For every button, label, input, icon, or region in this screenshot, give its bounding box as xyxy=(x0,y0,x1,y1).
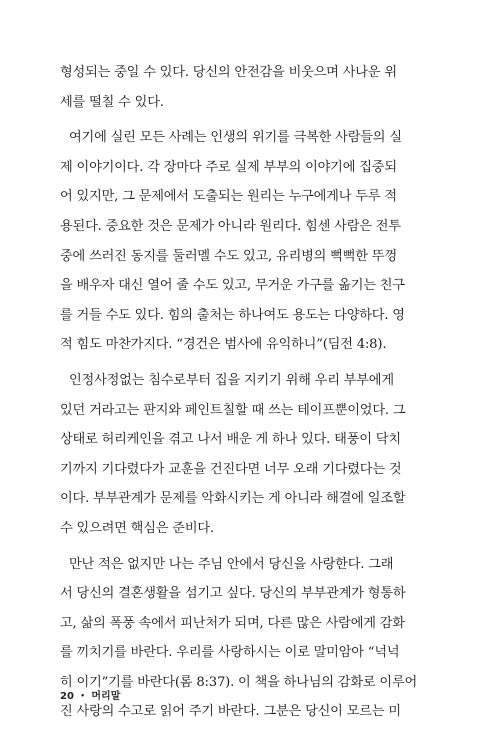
text-line: 세를 떨칠 수 있다. xyxy=(60,94,164,110)
text-line: 여기에 실린 모든 사례는 인생의 위기를 극복한 사람들의 실 xyxy=(69,130,402,146)
text-line: 있던 거라고는 판지와 페인트칠할 때 쓰는 테이프뿐이었다. 그 xyxy=(60,402,406,418)
text-line: 진 사랑의 수고로 읽어 주기 바란다. 그분은 당신이 모르는 미 xyxy=(60,704,401,720)
text-line: 서 당신의 결혼생활을 섬기고 싶다. 당신의 부부관계가 형통하 xyxy=(60,586,406,602)
body-text xyxy=(60,58,442,727)
text-line: 히 이기”기를 바란다(롬 8:37). 이 책을 하나님의 감화로 이루어 xyxy=(60,674,418,690)
text-line: 를 끼치기를 바란다. 우리를 사랑하시는 이로 말미암아 “넉넉 xyxy=(60,645,400,661)
paragraph xyxy=(60,58,442,117)
page-number: 20 xyxy=(60,691,74,702)
text-line: 어 있지만, 그 문제에서 도출되는 원리는 누구에게나 두루 적 xyxy=(60,189,397,205)
text-line: 를 거들 수도 있다. 힘의 출처는 하나여도 용도는 다양하다. 영 xyxy=(60,307,405,323)
text-line: 이다. 부부관계가 문제를 악화시키는 게 아니라 해결에 일조할 xyxy=(60,491,406,507)
text-line: 고, 삶의 폭풍 속에서 피난처가 되며, 다른 많은 사람에게 감화 xyxy=(60,615,405,631)
separator-bullet: • xyxy=(80,692,85,700)
text-line: 중에 쓰러진 동지를 둘러멜 수도 있고, 유리병의 뻑뻑한 뚜껑 xyxy=(60,248,397,264)
text-line: 상태로 허리케인을 겪고 나서 배운 게 하나 있다. 태풍이 닥치 xyxy=(60,432,401,448)
text-line: 형성되는 중일 수 있다. 당신의 안전감을 비웃으며 사나운 위 xyxy=(60,65,397,80)
paragraph xyxy=(60,123,442,360)
text-line: 적 힘도 마찬가지다. “경건은 범사에 유익하니”(딤전 4:8). xyxy=(60,337,387,353)
paragraph xyxy=(60,366,442,544)
text-line: 기까지 기다렸다가 교훈을 건진다면 너무 오래 기다렸다는 것 xyxy=(60,461,402,477)
text-line: 을 배우자 대신 열어 줄 수도 있고, 무거운 가구를 옮기는 친구 xyxy=(60,278,405,294)
text-line: 제 이야기이다. 각 장마다 주로 실제 부부의 이야기에 집중되 xyxy=(60,159,397,175)
text-line: 만난 적은 없지만 나는 주님 안에서 당신을 사랑한다. 그래 xyxy=(69,556,394,572)
page-footer xyxy=(60,687,120,702)
text-line: 수 있으려면 핵심은 준비다. xyxy=(60,520,214,536)
text-line: 인정사정없는 침수로부터 집을 지키기 위해 우리 부부에게 xyxy=(69,372,394,388)
section-title: 머리말 xyxy=(91,691,121,702)
text-line: 용된다. 중요한 것은 문제가 아니라 원리다. 힘센 사람은 전투 xyxy=(60,218,401,234)
